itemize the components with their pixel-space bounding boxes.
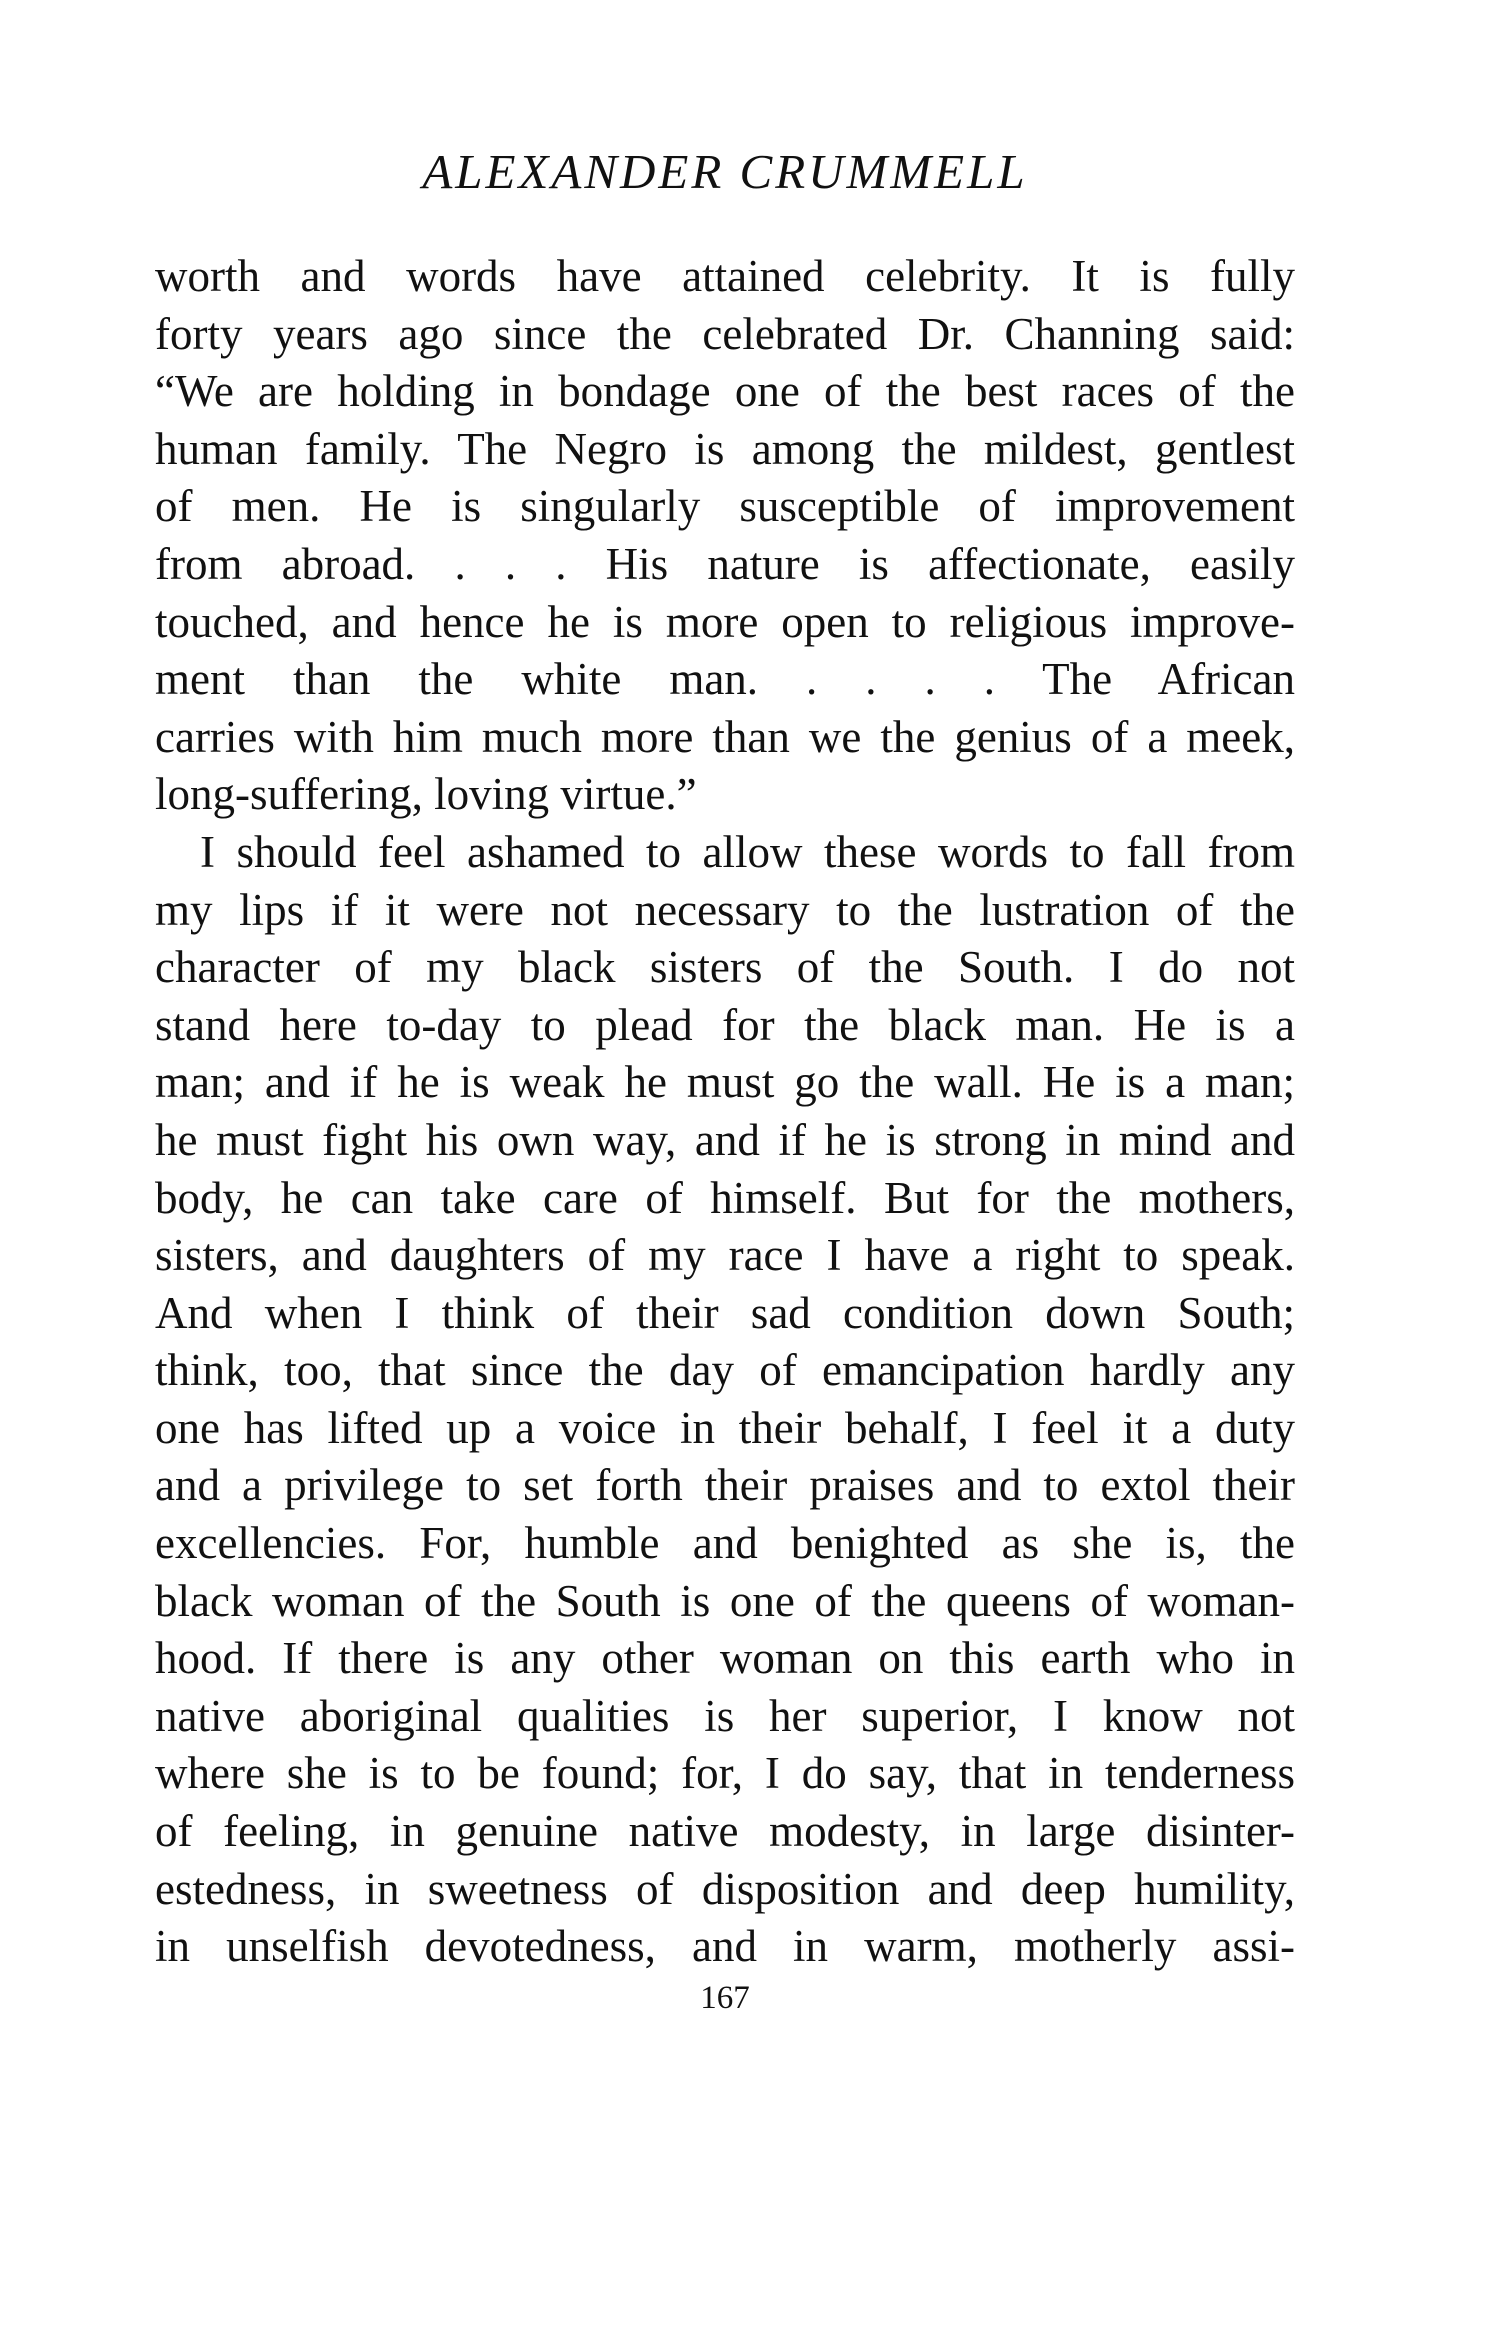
text-line: body, he can take care of himself. But for the mothers, bbox=[155, 1172, 1295, 1223]
text-line: and a privilege to set forth their praises and to extol their bbox=[155, 1460, 1295, 1511]
text-line: long-suffering, loving virtue.” bbox=[155, 769, 697, 820]
text-line: And when I think of their sad condition down South; bbox=[155, 1287, 1295, 1338]
text-line: worth and words have attained celebrity. It is fully bbox=[155, 251, 1295, 301]
text-line: sisters, and daughters of my race I have a right to speak. bbox=[155, 1230, 1295, 1281]
text-line: estedness, in sweetness of disposition and deep humility, bbox=[155, 1863, 1295, 1914]
text-line: carries with him much more than we the genius of a meek, bbox=[155, 711, 1295, 762]
text-line: stand here to-day to plead for the black man. He is a bbox=[155, 999, 1295, 1050]
text-line: touched, and hence he is more open to religious improve- bbox=[155, 596, 1295, 647]
body-text bbox=[155, 248, 1295, 1976]
text-line: hood. If there is any other woman on this earth who in bbox=[155, 1633, 1295, 1684]
text-line: think, too, that since the day of emancipation hardly any bbox=[155, 1345, 1295, 1396]
text-line: ment than the white man. . . . . The African bbox=[155, 654, 1295, 705]
text-line: human family. The Negro is among the mildest, gentlest bbox=[155, 423, 1295, 474]
text-line: he must fight his own way, and if he is strong in mind and bbox=[155, 1114, 1295, 1165]
page-number: 167 bbox=[700, 1980, 750, 2016]
text-line: man; and if he is weak he must go the wall. He is a man; bbox=[155, 1057, 1295, 1108]
text-line: of men. He is singularly susceptible of improvement bbox=[155, 481, 1295, 532]
text-line: where she is to be found; for, I do say, that in tenderness bbox=[155, 1748, 1295, 1799]
text-line: excellencies. For, humble and benighted as she is, the bbox=[155, 1518, 1295, 1569]
text-line: forty years ago since the celebrated Dr. Channing said: bbox=[155, 308, 1295, 359]
text-line: in unselfish devotedness, and in warm, motherly assi- bbox=[155, 1921, 1295, 1972]
running-head: ALEXANDER CRUMMELL bbox=[422, 144, 1028, 199]
text-line: from abroad. . . . His nature is affectionate, easily bbox=[155, 538, 1295, 589]
text-line: my lips if it were not necessary to the lustration of the bbox=[155, 884, 1295, 935]
text-line: of feeling, in genuine native modesty, in large disinter- bbox=[155, 1806, 1295, 1857]
text-line: “We are holding in bondage one of the best races of the bbox=[155, 366, 1295, 417]
text-line: I should feel ashamed to allow these words to fall from bbox=[200, 826, 1295, 877]
text-line: character of my black sisters of the South. I do not bbox=[155, 942, 1295, 993]
text-line: black woman of the South is one of the queens of woman- bbox=[155, 1575, 1295, 1626]
text-line: native aboriginal qualities is her superior, I know not bbox=[155, 1690, 1295, 1741]
text-line: one has lifted up a voice in their behalf, I feel it a duty bbox=[155, 1402, 1295, 1453]
